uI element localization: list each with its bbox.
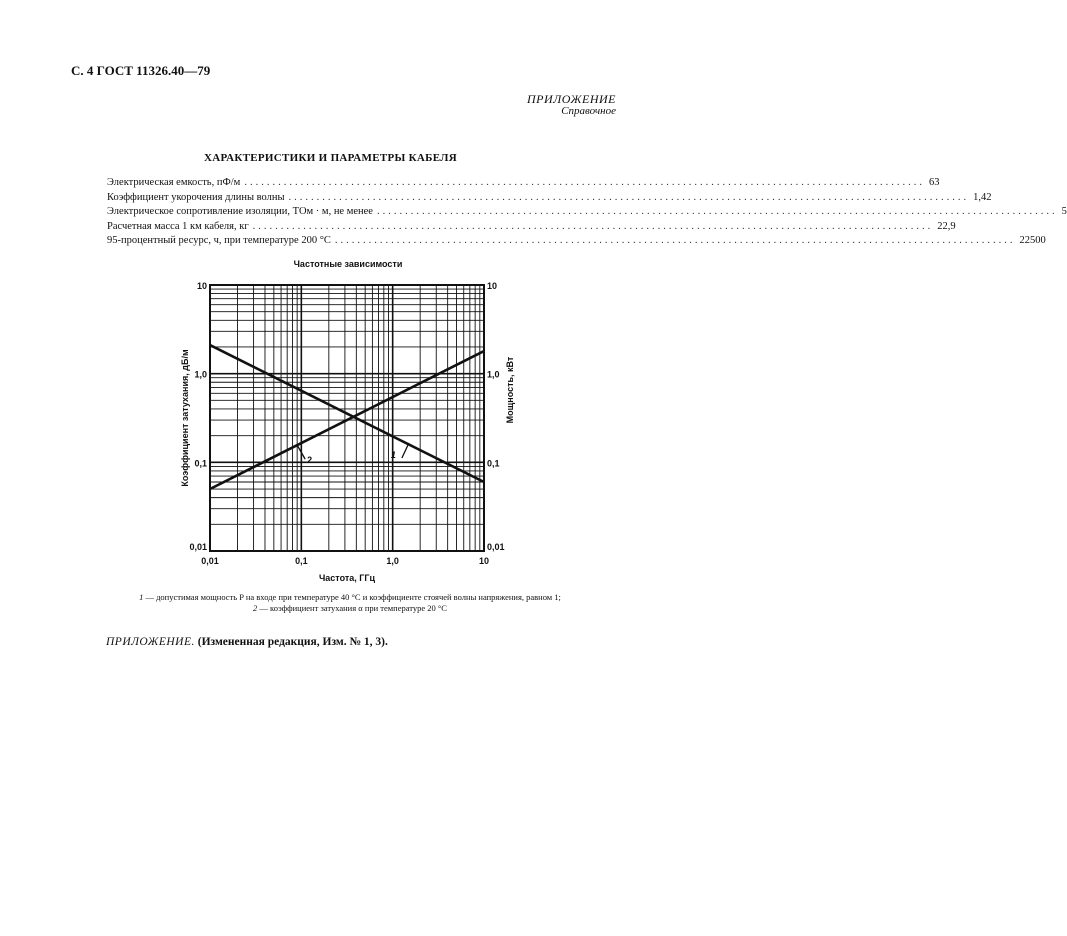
series-line-2 — [210, 345, 484, 482]
parameter-value: 5 — [1061, 206, 1067, 217]
plot-frame — [210, 285, 484, 551]
y-tick-label-left: 0,01 — [189, 542, 207, 552]
parameter-row — [107, 220, 956, 236]
y-tick-label-left: 0,1 — [194, 458, 207, 469]
y-tick-label-right: 10 — [487, 281, 498, 291]
footer-label: ПРИЛОЖЕНИЕ. — [106, 636, 195, 648]
parameter-label: Электрическое сопротивление изоляции, ТОм · м, не менее — [107, 206, 373, 217]
y-tick-label-right: 0,01 — [487, 542, 505, 552]
page-header: С. 4 ГОСТ 11326.40—79 — [71, 63, 211, 78]
series-leader-1 — [402, 443, 409, 458]
series-label-1: 1 — [390, 449, 396, 460]
legend-note-line-2 — [60, 603, 640, 614]
parameter-value: 22,9 — [937, 220, 956, 232]
parameter-label: Электрическая емкость, пФ/м — [107, 177, 241, 188]
y-axis-label-left: Коэффициент затухания, дБ/м — [180, 349, 190, 487]
parameter-value: 1,42 — [973, 191, 992, 203]
parameter-value: 63 — [928, 177, 940, 188]
parameter-row — [107, 191, 992, 207]
leader-dots: ......................................................................................................................... — [376, 206, 1058, 217]
x-tick-label: 0,1 — [295, 556, 308, 566]
y-axis-label-right: Мощность, кВт — [505, 356, 515, 424]
section-title: ХАРАКТЕРИСТИКИ И ПАРАМЕТРЫ КАБЕЛЯ — [203, 152, 457, 164]
leader-dots: ......................................................................................................................... — [334, 235, 1016, 246]
parameter-label: Коэффициент укорочения длины волны — [107, 191, 285, 203]
x-tick-label: 1,0 — [386, 556, 399, 566]
leader-dots: ......................................................................................................................... — [244, 177, 925, 188]
frequency-chart — [170, 275, 530, 585]
parameter-value: 22500 — [1019, 235, 1046, 246]
x-tick-label: 0,01 — [201, 556, 219, 566]
parameter-row — [107, 177, 940, 192]
appendix-title: ПРИЛОЖЕНИЕ — [527, 92, 616, 106]
leader-dots: ......................................................................................................................... — [288, 191, 970, 203]
footer-text: (Измененная редакция, Изм. № 1, 3). — [194, 636, 388, 648]
parameters-list — [107, 177, 1067, 250]
x-axis-label: Частота, ГГц — [318, 573, 376, 583]
y-tick-label-right: 1,0 — [487, 369, 500, 380]
legend-note-text: — допустимая мощность P на входе при температуре 40 °С и коэффициенте стоячей волны напряжения, равном 1; — [143, 592, 561, 602]
parameter-row — [107, 235, 1046, 250]
appendix-subtitle: Справочное — [561, 105, 616, 117]
y-tick-label-left: 1,0 — [194, 369, 207, 380]
x-tick-label: 10 — [478, 556, 490, 566]
chart-title: Частотные зависимости — [293, 259, 403, 269]
parameter-label: Расчетная масса 1 км кабеля, кг — [107, 220, 249, 232]
y-tick-label-right: 0,1 — [487, 458, 500, 469]
y-tick-label-left: 10 — [196, 281, 207, 291]
legend-note-number: 2 — [253, 603, 258, 613]
parameter-row — [107, 206, 1067, 221]
appendix-block — [527, 93, 616, 117]
legend-note-line-1 — [60, 592, 640, 603]
legend-note-number: 1 — [139, 592, 144, 602]
leader-dots: ......................................................................................................................... — [252, 220, 934, 232]
footer-note — [106, 636, 388, 648]
parameter-label: 95-процентный ресурс, ч, при температуре 200 °С — [107, 235, 331, 246]
legend-note-text: — коэффициент затухания α при температуре 20 °С — [257, 603, 447, 613]
chart-legend-note — [60, 592, 640, 614]
series-label-2: 2 — [307, 455, 313, 466]
